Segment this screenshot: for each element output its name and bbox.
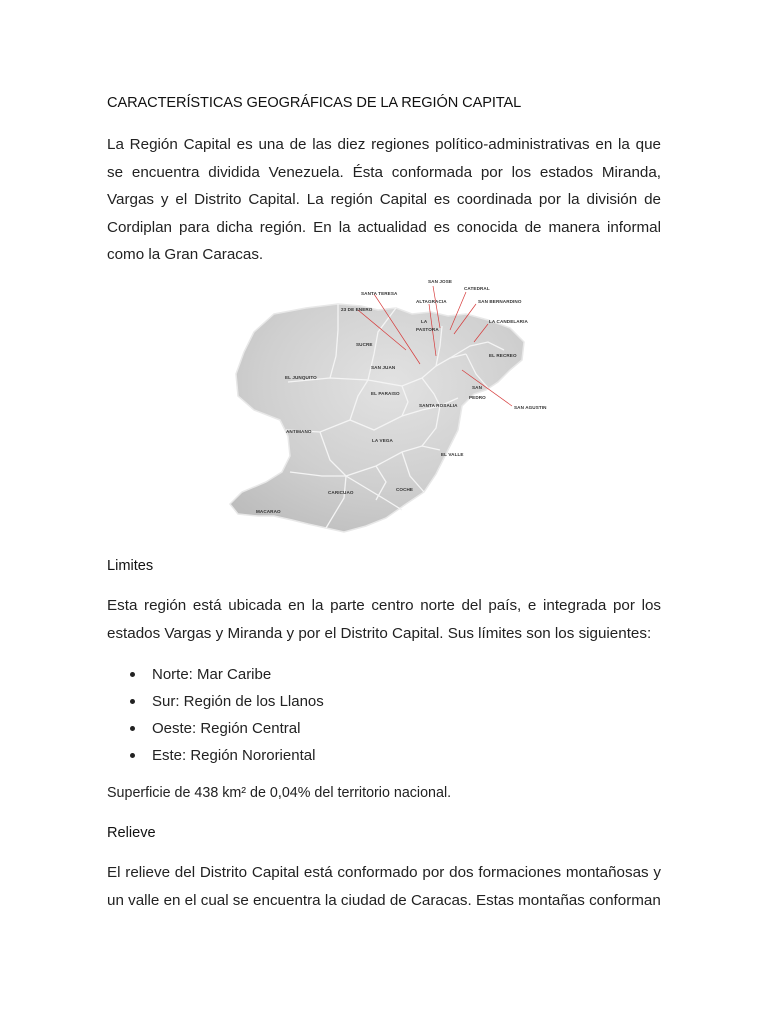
limites-paragraph: Esta región está ubicada en la parte centro norte del país, e integrada por los estados Vargas y Miranda y por el Distrito Capital. Sus límites son los siguientes: (107, 597, 661, 642)
map-label: MACARAO (256, 509, 281, 514)
map-label: SANTA TERESA (361, 291, 398, 296)
map-label: SUCRE (356, 342, 373, 347)
map-label: COCHE (396, 487, 414, 492)
map-label: ANTIMANO (286, 429, 312, 434)
map-label: EL JUNQUITO (285, 375, 317, 380)
relieve-heading: Relieve (107, 825, 156, 841)
limites-heading: Limites (107, 558, 154, 574)
map-label: LA VEGA (372, 438, 393, 443)
intro-paragraph: La Región Capital es una de las diez regiones político-administrativas en la que se encuentra dividida Venezuela. Ésta conformada por los estados Miranda, Vargas y el Distrito Capital. La región Capital es coordinada por la división de Cordiplan para dicha región. En la actualidad es conocida de manera informal como la Gran Caracas. (107, 136, 661, 263)
map-label: EL RECREO (489, 353, 517, 358)
map-label: CARICUAO (328, 490, 354, 495)
map-label: SAN BERNARDINO (478, 299, 522, 304)
map-label: CATEDRAL (464, 286, 490, 291)
map-label: SAN JOSE (428, 279, 453, 284)
map-label: PEDRO (469, 395, 486, 400)
map-label: LA CANDELARIA (489, 319, 528, 324)
list-item: Este: Región Nororiental (107, 742, 324, 769)
map-label: EL PARAISO (371, 391, 400, 396)
map-label: SAN JUAN (371, 365, 396, 370)
list-item: Oeste: Región Central (107, 715, 324, 742)
map-label: SAN (472, 385, 482, 390)
superficie-note: Superficie de 438 km² de 0,04% del territorio nacional. (107, 785, 452, 801)
list-item: Norte: Mar Caribe (107, 661, 324, 688)
map-label: ALTAGRACIA (416, 299, 447, 304)
map-label: SANTA ROSALIA (419, 403, 458, 408)
page-title: CARACTERÍSTICAS GEOGRÁFICAS DE LA REGIÓN CAPITAL (107, 95, 522, 111)
map-label: SAN AGUSTIN (514, 405, 547, 410)
list-item: Sur: Región de los Llanos (107, 688, 324, 715)
relieve-paragraph: El relieve del Distrito Capital está conformado por dos formaciones montañosas y un valle en el cual se encuentra la ciudad de Caracas. Estas montañas conforman (107, 864, 661, 909)
map-label: LA (421, 319, 428, 324)
map-label: 23 DE ENERO (341, 307, 373, 312)
limites-list (107, 661, 324, 769)
map-label: PASTORA (416, 327, 439, 332)
region-map (226, 270, 547, 542)
map-label: EL VALLE (441, 452, 464, 457)
